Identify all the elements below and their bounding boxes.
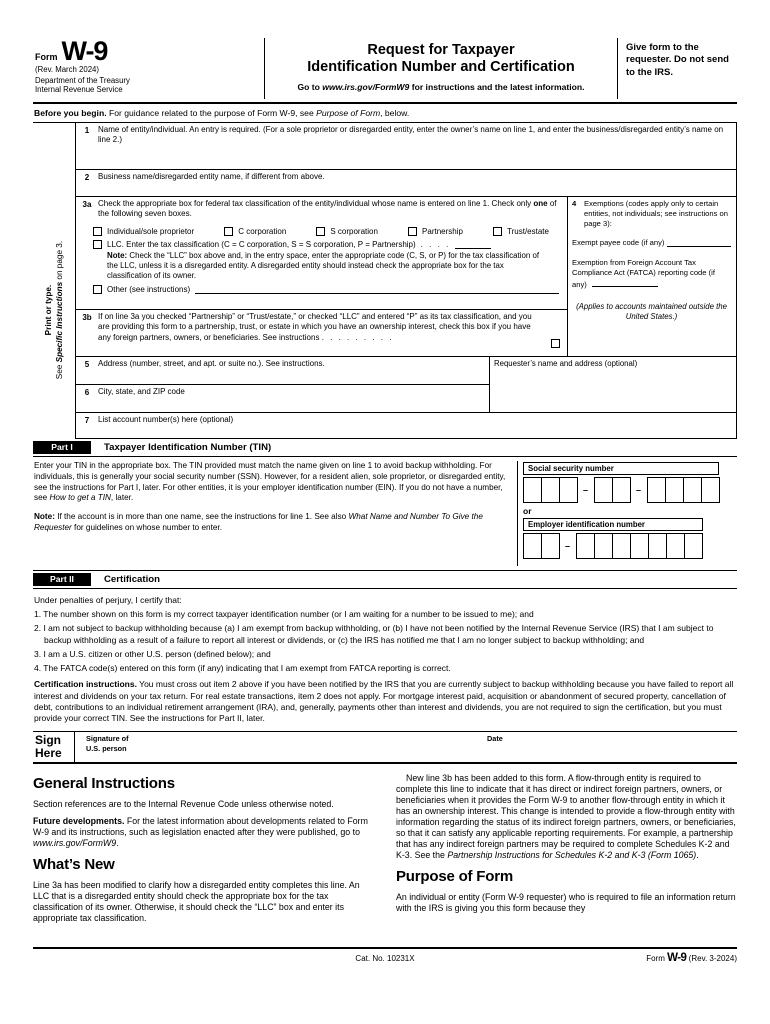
option-individual: Individual/sole proprietor xyxy=(93,227,194,236)
irs-url: www.irs.gov/FormW9 xyxy=(322,82,410,93)
option-trust-estate: Trust/estate xyxy=(493,227,549,236)
footer-form-number: Form W-9 (Rev. 3-2024) xyxy=(646,952,737,965)
fatca-label: Exemption from Foreign Account Tax Compliance Act (FATCA) reporting code (if any) xyxy=(572,258,715,290)
signature-input-area[interactable]: Signature of U.S. person xyxy=(86,734,129,753)
line-1-label: Name of entity/individual. An entry is required. (For a sole proprietor or disregarded entity, enter the owner’s name on line 1, and enter the business/disregarded entity’s name on line 2.) xyxy=(98,125,724,145)
classification-section xyxy=(76,197,736,357)
purpose-of-form-paragraph: An individual or entity (Form W-9 requester) who is required to file an information return with the IRS is giving you this form because they xyxy=(396,892,736,913)
business-name-input-area[interactable] xyxy=(76,184,736,192)
catalog-number: Cat. No. 10231X xyxy=(355,954,415,964)
line-3a-label: Check the appropriate box for federal tax classification of the entity/individual whose name is entered on line 1. Check only one of the following seven boxes. xyxy=(98,199,557,219)
ssn-dash-1: – xyxy=(582,485,588,495)
form-revision: (Rev. March 2024) xyxy=(35,65,99,75)
line-3a-cell xyxy=(76,197,567,310)
ssn-box-1[interactable] xyxy=(523,477,542,503)
sign-here-label: Sign Here xyxy=(33,732,75,762)
option-c-corporation: C corporation xyxy=(224,227,286,236)
purpose-of-form-heading: Purpose of Form xyxy=(396,868,514,886)
llc-note: Note: Check the “LLC” box above and, in the entry space, enter the appropriate code (C, S, or P) for the tax classification of the LLC, unless it is a disregarded entity. A disregarded entity should instead check the appropriate box for the tax classification of its owner. xyxy=(107,250,540,281)
llc-dot-leader: . . . . xyxy=(420,239,451,249)
ein-box-9[interactable] xyxy=(684,533,703,559)
ein-dash: – xyxy=(564,541,570,551)
certification-instructions: Certification instructions. You must cross out item 2 above if you have been notified by the IRS that you are currently subject to backup withholding because you have failed to report all interest and dividends on your tax return. For real estate transactions, item 2 does not apply. For mortgage interest paid, acquisition or abandonment of secured property, cancellation of debt, contributions to an individual retirement arrangement (IRA), and, generally, payments other than interest and dividends, you are not required to sign the certification, but you must provide your correct TIN. See the instructions for Part II, later. xyxy=(34,679,734,723)
llc-classification-input[interactable] xyxy=(455,240,491,249)
ein-box-6[interactable] xyxy=(630,533,649,559)
line-5-label: Address (number, street, and apt. or suite no.). See instructions. xyxy=(98,359,325,368)
line-6-label: City, state, and ZIP code xyxy=(98,387,185,396)
line-1-number: 1 xyxy=(84,126,90,135)
checkbox-other[interactable] xyxy=(93,285,102,294)
part2-header xyxy=(33,571,737,589)
certification-item-4: 4. The FATCA code(s) entered on this form (if any) indicating that I am exempt from FATCA reporting is correct. xyxy=(34,663,451,674)
requester-cell[interactable] xyxy=(490,357,736,412)
option-llc xyxy=(93,240,567,249)
line-5-cell[interactable] xyxy=(76,357,489,385)
instructions-right-column xyxy=(396,773,737,943)
form-identity-block xyxy=(33,38,265,99)
line-2-row xyxy=(76,170,736,197)
part1-instructions: Enter your TIN in the appropriate box. The TIN provided must match the name given on line 1 to avoid backup withholding. For individuals, this is generally your social security number (SSN). However, for a resident alien, sole proprietor, or disregarded entity, see the instructions for Part I, later. For other entities, it is your employer identification number (EIN). If you do not have a number, see How to get a TIN, later. Note: If the account is in more than one name, see the instructions for line 1. See also What Name and Number To Give the Requester for guidelines on whose number to enter. xyxy=(34,461,506,533)
line-2-label: Business name/disregarded entity name, if different from above. xyxy=(98,172,325,181)
checkbox-trust-estate[interactable] xyxy=(493,227,502,236)
section-references-paragraph: Section references are to the Internal Revenue Code unless otherwise noted. xyxy=(33,798,334,809)
ein-box-7[interactable] xyxy=(648,533,667,559)
sign-here-row xyxy=(33,731,737,764)
name-input-area[interactable] xyxy=(76,148,736,162)
goto-line: Go to www.irs.gov/FormW9 for instructions and the latest information. xyxy=(297,82,585,93)
ein-box-3[interactable] xyxy=(576,533,595,559)
line-3b-number: 3b xyxy=(82,313,92,322)
department-label: Department of the Treasury xyxy=(35,76,130,86)
option-other xyxy=(93,285,559,294)
line-4-label: Exemptions (codes apply only to certain entities, not individuals; see instructions on page 3): xyxy=(584,199,728,228)
general-instructions xyxy=(33,773,737,943)
line-3b-cell xyxy=(76,310,567,356)
part1-header xyxy=(33,439,737,457)
line-7-number: 7 xyxy=(84,416,90,425)
other-input[interactable] xyxy=(195,285,559,294)
ein-box-8[interactable] xyxy=(666,533,685,559)
part1-tab: Part I xyxy=(33,441,91,454)
whats-new-heading: What’s New xyxy=(33,856,115,874)
ein-boxes xyxy=(523,533,737,559)
ein-label: Employer identification number xyxy=(523,518,703,531)
ssn-box-6[interactable] xyxy=(647,477,666,503)
exempt-payee-row xyxy=(572,238,731,248)
tin-entry-area xyxy=(517,461,737,566)
fatca-code-input[interactable] xyxy=(592,278,658,287)
line-7-label: List account number(s) here (optional) xyxy=(98,415,234,424)
ein-box-4[interactable] xyxy=(594,533,613,559)
form-number: W-9 xyxy=(61,36,108,66)
page-footer xyxy=(33,947,737,964)
ssn-box-5[interactable] xyxy=(612,477,631,503)
exempt-payee-label: Exempt payee code (if any) xyxy=(572,237,665,247)
date-label: Date xyxy=(487,734,503,744)
line-3a-number: 3a xyxy=(82,200,92,209)
checkbox-individual[interactable] xyxy=(93,227,102,236)
option-partnership: Partnership xyxy=(408,227,463,236)
line-2-number: 2 xyxy=(84,173,90,182)
other-label: Other (see instructions) xyxy=(107,284,191,294)
or-label: or xyxy=(523,506,532,516)
applies-note: (Applies to accounts maintained outside the United States.) xyxy=(576,302,727,322)
date-input-area[interactable] xyxy=(487,732,503,762)
form-word: Form xyxy=(35,52,58,62)
certification-item-3: 3. I am a U.S. citizen or other U.S. person (defined below); and xyxy=(34,648,271,659)
ssn-box-2[interactable] xyxy=(541,477,560,503)
checkbox-llc[interactable] xyxy=(93,240,102,249)
line-1-row xyxy=(76,123,736,170)
ssn-box-7[interactable] xyxy=(665,477,684,503)
checkbox-3b-foreign-partners[interactable] xyxy=(551,339,560,348)
line-5-number: 5 xyxy=(84,360,90,369)
line-3b-paragraph: New line 3b has been added to this form. A flow-through entity is required to complete this line to indicate that it has direct or indirect foreign partners, owners, or beneficiaries when it provides the Form W-9 to another flow-through entity in which it has an ownership interest. This change is intended to provide a flow-through entity with information regarding the status of its indirect foreign partners, owners, or beneficiaries, so that it can satisfy any applicable reporting requirements. For example, a partnership that has any indirect foreign partners may be required to complete Schedules K-2 and K-3. See the Partnership Instructions for Schedules K-2 and K-3 (Form 1065). xyxy=(396,773,736,860)
agency-label: Internal Revenue Service xyxy=(35,85,123,95)
fatca-row xyxy=(572,258,731,290)
part1-title: Taxpayer Identification Number (TIN) xyxy=(104,442,272,453)
ein-box-5[interactable] xyxy=(612,533,631,559)
ssn-box-3[interactable] xyxy=(559,477,578,503)
give-form-note: Give form to the requester. Do not send to the IRS. xyxy=(617,38,737,99)
exempt-payee-code-input[interactable] xyxy=(667,238,731,247)
certification-item-2: 2. I am not subject to backup withholding because (a) I am exempt from backup withholding, or (b) I have not been notified by the Internal Revenue Service (IRS) that I am subject to backup withholding as a result of a failure to report all interest or dividends, or (c) the IRS has notified me that I am no longer subject to backup withholding; and xyxy=(34,623,714,645)
part2-body xyxy=(33,589,737,731)
form-body xyxy=(33,123,737,439)
form-title: Request for Taxpayer Identification Number and Certification xyxy=(307,42,575,76)
ssn-dash-2: – xyxy=(635,485,641,495)
part1-body xyxy=(33,457,737,571)
part2-tab: Part II xyxy=(33,573,91,586)
form-title-block xyxy=(265,38,617,99)
general-instructions-heading: General Instructions xyxy=(33,775,175,793)
certification-intro: Under penalties of perjury, I certify that: xyxy=(34,595,182,605)
ssn-box-9[interactable] xyxy=(701,477,720,503)
requester-label: Requester’s name and address (optional) xyxy=(494,359,638,368)
instructions-left-column xyxy=(33,773,374,943)
part2-title: Certification xyxy=(104,574,160,585)
ssn-boxes xyxy=(523,477,737,503)
line-3b-dot-leader: . . . . . . . . . xyxy=(321,332,394,342)
whats-new-paragraph: Line 3a has been modified to clarify how a disregarded entity completes this line. An LLC that is a disregarded entity should check the appropriate box for the tax classification of its owner. Otherwise, it should check the “LLC” box and enter its appropriate tax classification. xyxy=(33,880,360,923)
ssn-label: Social security number xyxy=(523,462,719,475)
llc-label: LLC. Enter the tax classification (C = C corporation, S = S corporation, P = Partnership) xyxy=(107,239,416,249)
checkbox-s-corporation[interactable] xyxy=(316,227,325,236)
line-4-cell xyxy=(568,197,736,356)
line-7-row[interactable] xyxy=(76,413,736,438)
line-4-number: 4 xyxy=(572,199,577,208)
certification-item-1: 1. The number shown on this form is my correct taxpayer identification number (or I am waiting for a number to be issued to me); and xyxy=(34,609,534,620)
future-developments-paragraph: Future developments. For the latest information about developments related to Form W-9 and its instructions, such as legislation enacted after they were published, go to www.irs.gov/FormW9. xyxy=(33,815,368,848)
classification-checkboxes xyxy=(93,227,549,236)
line-6-cell[interactable] xyxy=(76,385,489,412)
print-or-type-sidebar: Print or type. See Specific Instructions on page 3. xyxy=(43,241,65,380)
ein-box-1[interactable] xyxy=(523,533,542,559)
address-section xyxy=(76,357,736,413)
line-6-number: 6 xyxy=(84,388,90,397)
checkbox-partnership[interactable] xyxy=(408,227,417,236)
ssn-box-4[interactable] xyxy=(594,477,613,503)
before-you-begin: Before you begin. For guidance related to the purpose of Form W-9, see Purpose of Form, below. xyxy=(33,104,737,123)
line-3b-label: If on line 3a you checked “Partnership” or “Trust/estate,” or checked “LLC” and entered “P” as its tax classification, and you are providing this form to a partnership, trust, or estate in which you have an ownership interest, check this box if you have any foreign partners, owners, or beneficiaries. See instructions . . . . . . . . . xyxy=(98,312,532,342)
ssn-box-8[interactable] xyxy=(683,477,702,503)
form-header xyxy=(33,38,737,104)
checkbox-c-corporation[interactable] xyxy=(224,227,233,236)
option-s-corporation: S corporation xyxy=(316,227,378,236)
ein-box-2[interactable] xyxy=(541,533,560,559)
